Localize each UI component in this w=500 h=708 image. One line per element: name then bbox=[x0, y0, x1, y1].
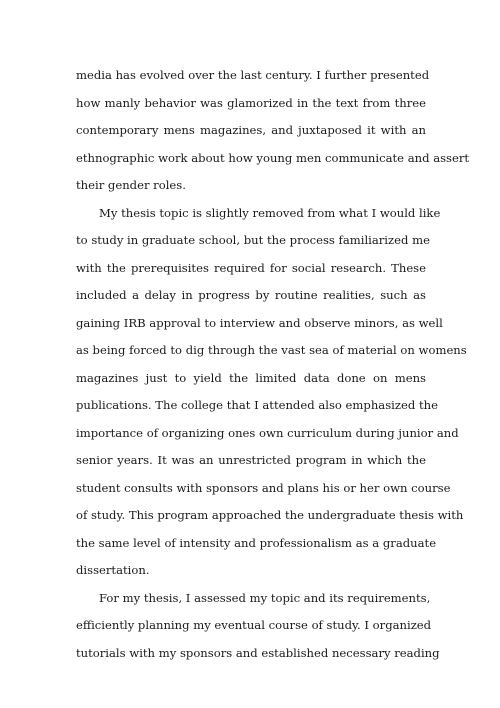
text-line: magazines just to yield the limited data done on mens bbox=[76, 370, 426, 385]
text-line: gaining IRB approval to interview and observe minors, as well bbox=[76, 315, 443, 330]
paragraph bbox=[76, 587, 440, 670]
text-line: how manly behavior was glamorized in the text from three bbox=[76, 95, 426, 110]
text-line: student consults with sponsors and plans his or her own course bbox=[76, 480, 451, 495]
paragraph bbox=[76, 64, 470, 202]
text-line: contemporary mens magazines, and juxtaposed it with an bbox=[76, 123, 426, 137]
text-line: the same level of intensity and professionalism as a graduate bbox=[76, 535, 437, 550]
text-line: ethnographic work about how young men communicate and assert bbox=[76, 150, 470, 165]
text-line: their gender roles. bbox=[76, 178, 186, 192]
text-line: of study. This program approached the undergraduate thesis with bbox=[76, 508, 464, 522]
text-line: tutorials with my sponsors and established necessary reading bbox=[76, 645, 440, 660]
text-line: as being forced to dig through the vast sea of material on womens bbox=[76, 343, 467, 357]
text-line: efficiently planning my eventual course of study. I organized bbox=[76, 618, 432, 632]
text-line: senior years. It was an unrestricted program in which the bbox=[76, 453, 426, 467]
paragraph bbox=[76, 202, 467, 587]
body-text bbox=[76, 64, 470, 669]
text-line: included a delay in progress by routine realities, such as bbox=[76, 288, 426, 302]
text-line: with the prerequisites required for social research. These bbox=[76, 260, 426, 275]
text-line: importance of organizing ones own curriculum during junior and bbox=[76, 425, 459, 440]
text-line: to study in graduate school, but the process familiarized me bbox=[76, 233, 430, 247]
text-line: My thesis topic is slightly removed from what I would like bbox=[99, 205, 441, 220]
text-line: media has evolved over the last century. I further presented bbox=[76, 68, 430, 82]
text-line: publications. The college that I attended also emphasized the bbox=[76, 398, 438, 412]
text-line: For my thesis, I assessed my topic and its requirements, bbox=[99, 590, 431, 605]
text-line: dissertation. bbox=[76, 563, 150, 577]
